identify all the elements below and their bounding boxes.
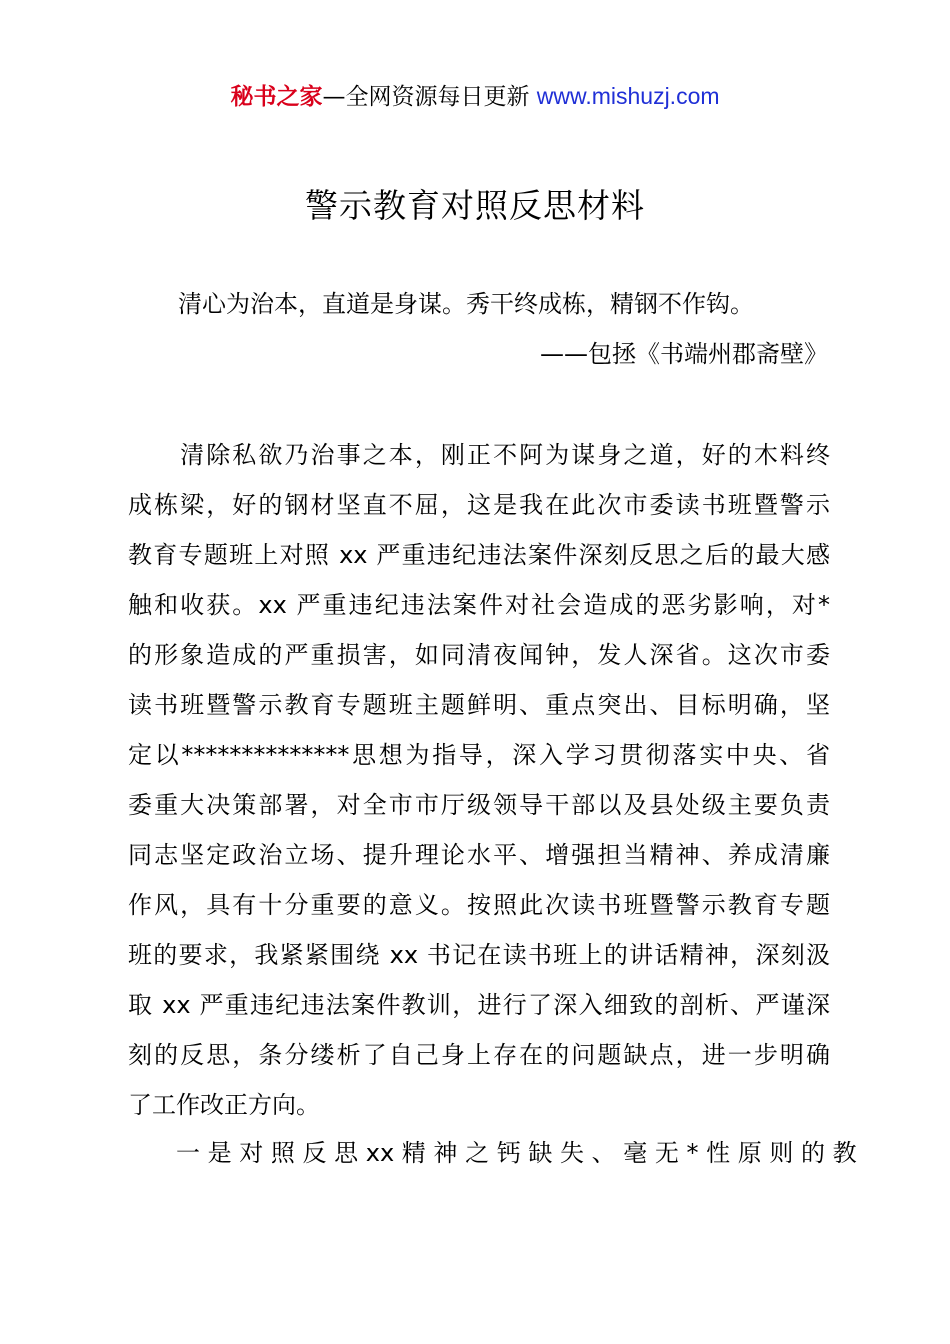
body-line: 作风，具有十分重要的意义。按照此次读书班暨警示教育专题: [128, 891, 830, 919]
epigraph-quote: 清心为治本，直道是身谋。秀干终成栋，精钢不作钩。: [178, 290, 754, 318]
body-line: 取 xx 严重违纪违法案件教训，进行了深入细致的剖析、严谨深: [128, 991, 830, 1019]
body-line: 定以**************思想为指导，深入学习贯彻落实中央、省: [128, 741, 830, 769]
body-line: 触和收获。xx 严重违纪违法案件对社会造成的恶劣影响，对*: [128, 591, 830, 619]
site-tagline: —全网资源每日更新: [322, 84, 537, 110]
body-line: 班的要求，我紧紧围绕 xx 书记在读书班上的讲话精神，深刻汲: [128, 941, 830, 969]
site-url-link[interactable]: www.mishuzj.com: [536, 83, 720, 109]
body-line: 同志坚定政治立场、提升理论水平、增强担当精神、养成清廉: [128, 841, 830, 869]
body-line: 读书班暨警示教育专题班主题鲜明、重点突出、目标明确，坚: [128, 691, 830, 719]
body-line: 委重大决策部署，对全市市厅级领导干部以及县处级主要负责: [128, 791, 830, 819]
body-line: 一 是 对 照 反 思 xx 精 神 之 钙 缺 失 、 毫 无 * 性 原 则 的 教: [128, 1139, 857, 1167]
document-title: 警示教育对照反思材料: [305, 186, 645, 225]
body-line: 了工作改正方向。: [128, 1091, 320, 1119]
body-line: 清除私欲乃治事之本，刚正不阿为谋身之道，好的木料终: [128, 441, 830, 469]
site-brand: 秘书之家: [230, 84, 323, 110]
body-line: 刻的反思，条分缕析了自己身上存在的问题缺点，进一步明确: [128, 1041, 830, 1069]
body-line: 教育专题班上对照 xx 严重违纪违法案件深刻反思之后的最大感: [128, 541, 830, 569]
body-line: 成栋梁，好的钢材坚直不屈，这是我在此次市委读书班暨警示: [128, 491, 830, 519]
site-header: [0, 80, 950, 113]
body-line: 的形象造成的严重损害，如同清夜闻钟，发人深省。这次市委: [128, 641, 830, 669]
epigraph-source: ——包拯《书端州郡斋壁》: [540, 340, 828, 368]
